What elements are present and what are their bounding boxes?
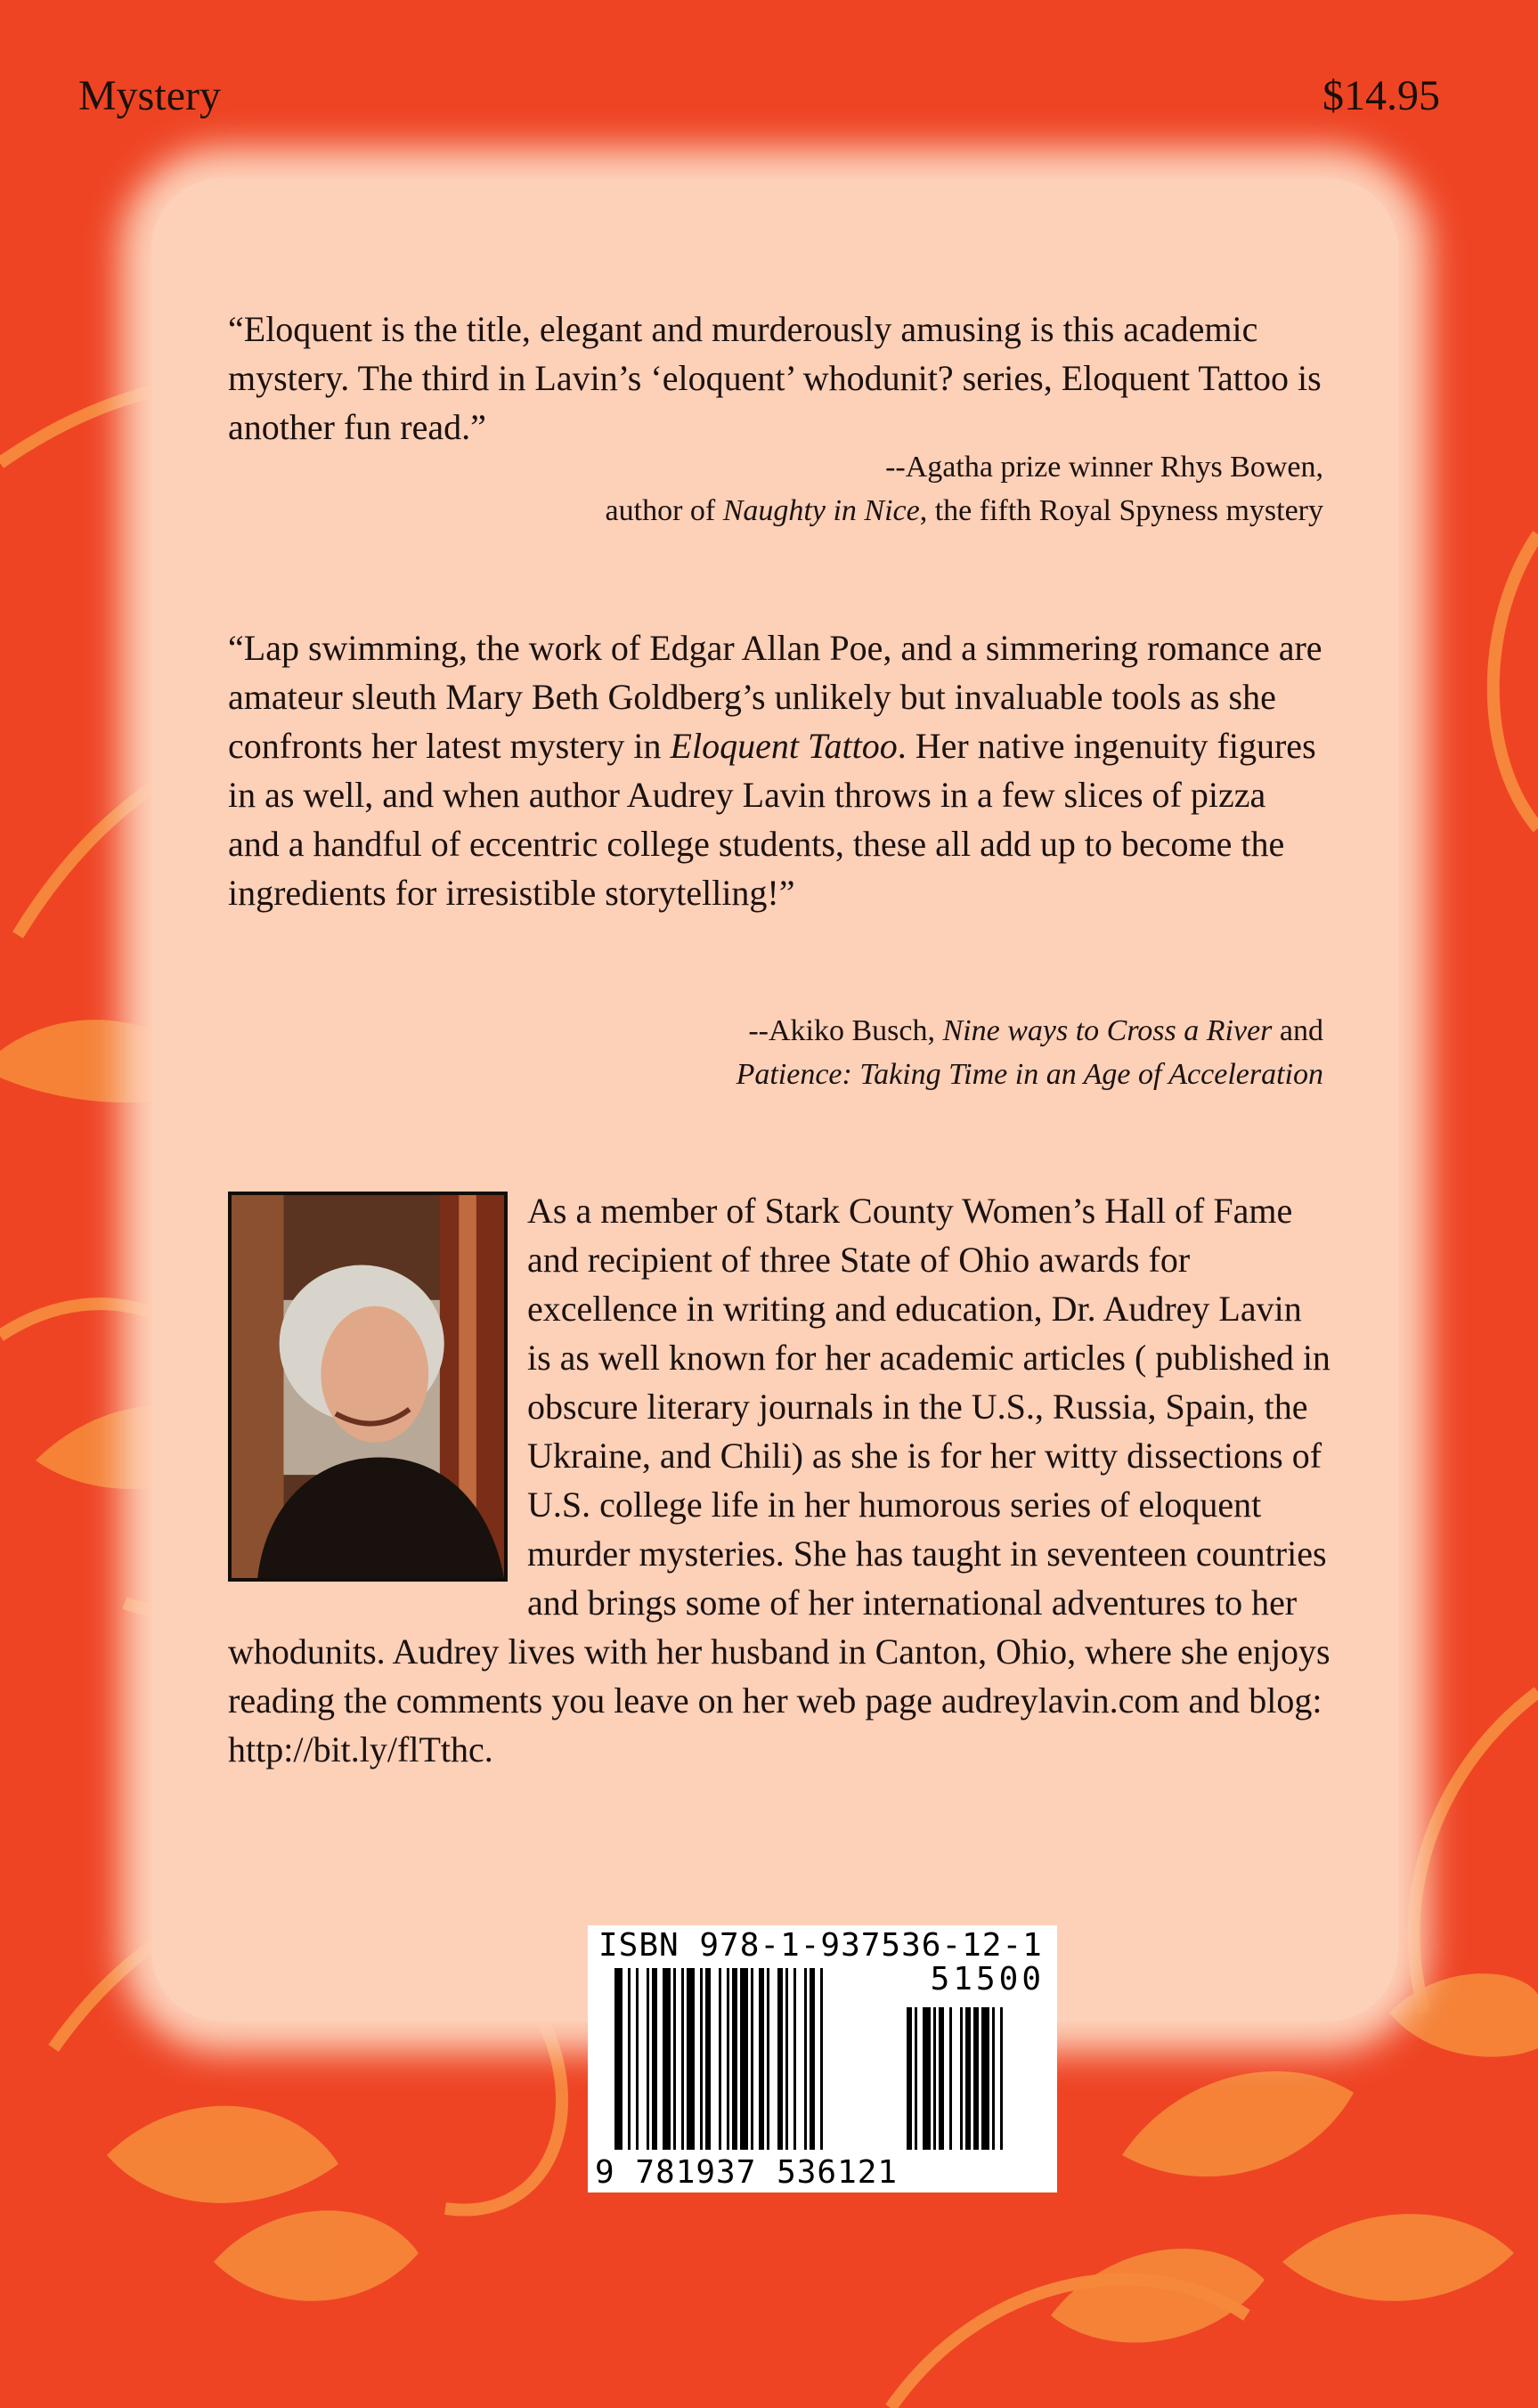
barcode-bar	[687, 1968, 695, 2150]
barcode-bar	[719, 1968, 721, 2150]
barcode-bar	[981, 2007, 989, 2150]
barcode-bar	[960, 2007, 963, 2150]
review-1-attribution	[228, 445, 1323, 533]
quote-2-text: “Lap swimming, the work of Edgar Allan Poe, and a simmering romance are amateur sleuth Mary Beth Goldberg’s unlikely but invaluable tools as she confronts her latest mystery in Eloquent Tattoo. Her native ingenuity figures in as well, and when author Audrey Lavin throws in a few slices of pizza and a handful of eccentric college students, these all add up to become the ingredients for irresistible storytelling!”	[228, 628, 1322, 913]
price-code: 51500	[930, 1961, 1045, 1997]
barcode-bar	[751, 1968, 753, 2150]
barcode-bar	[820, 1968, 823, 2150]
barcode-bar	[681, 1968, 684, 2150]
review-quote-1	[228, 305, 1323, 452]
author-bio	[228, 1186, 1332, 1774]
barcode-digits: 9 781937 536121	[595, 2154, 899, 2191]
barcode-bar	[614, 1968, 623, 2150]
review-2-attribution	[228, 1009, 1323, 1096]
barcode-bar	[673, 1968, 676, 2150]
attribution-1-line-2: author of Naughty in Nice, the fifth Royal Spyness mystery	[605, 494, 1323, 527]
barcode-bar	[628, 1968, 631, 2150]
barcode-bar	[663, 1968, 671, 2150]
barcode-bar	[727, 1968, 729, 2150]
barcode-bar	[923, 2007, 931, 2150]
bio-text: As a member of Stark County Women’s Hall of Fame and recipient of three State of Ohio awards for excellence in writing and education, Dr. Audrey Lavin is as well known for her academic articles ( published in obscure literary journals in the U.S., Russia, Spain, the Ukraine, and Chili) as she is for her witty dissections of U.S. college life in her humorous series of eloquent murder mysteries. She has taught in seventeen countries and brings some of her international adventures to her whodunits. Audrey lives with her husband in Canton, Ohio, where she enjoys reading the comments you leave on her web page audreylavin.com and blog: http://bit.ly/flTthc.	[228, 1191, 1330, 1769]
barcode-bar	[915, 2007, 917, 2150]
barcode-bar	[992, 2007, 995, 2150]
review-quote-2	[228, 623, 1323, 917]
isbn-text: ISBN 978-1-937536-12-1	[598, 1927, 1043, 1964]
author-photo	[228, 1192, 508, 1582]
quote-1-text: “Eloquent is the title, elegant and murderously amusing is this academic mystery. The third in Lavin’s ‘eloquent’ whodunit? series, Eloquent Tattoo is another fun read.”	[228, 309, 1322, 447]
barcode-bar	[785, 1968, 788, 2150]
barcode-bar	[636, 1968, 639, 2150]
barcode-bar	[933, 2007, 936, 2150]
isbn-barcode	[588, 1925, 1057, 2192]
attribution-2-line-1: --Akiko Busch, Nine ways to Cross a River and	[748, 1014, 1323, 1047]
price-label: $14.95	[1322, 72, 1440, 119]
barcode-bar	[777, 1968, 783, 2150]
barcode-bar	[732, 1968, 737, 2150]
barcode-bar	[965, 2007, 971, 2150]
barcode-bar	[700, 1968, 703, 2150]
barcode-bar	[705, 1968, 711, 2150]
barcode-bar	[939, 2007, 944, 2150]
barcode-bar	[647, 1968, 649, 2150]
barcode-bar	[810, 1968, 815, 2150]
barcode-bar	[804, 1968, 807, 2150]
barcode-bar	[949, 2007, 952, 2150]
barcode-bar	[793, 1968, 796, 2150]
genre-label: Mystery	[78, 72, 221, 119]
barcode-bar	[907, 2007, 912, 2150]
attribution-1-line-1: --Agatha prize winner Rhys Bowen,	[885, 451, 1323, 484]
barcode-bar	[1000, 2007, 1003, 2150]
barcode-bar	[767, 1968, 769, 2150]
barcode-bar	[759, 1968, 764, 2150]
barcode-bar	[740, 1968, 748, 2150]
barcode-bar	[652, 1968, 657, 2150]
attribution-2-line-2: Patience: Taking Time in an Age of Acceleration	[736, 1058, 1323, 1091]
barcode-bar	[973, 2007, 979, 2150]
